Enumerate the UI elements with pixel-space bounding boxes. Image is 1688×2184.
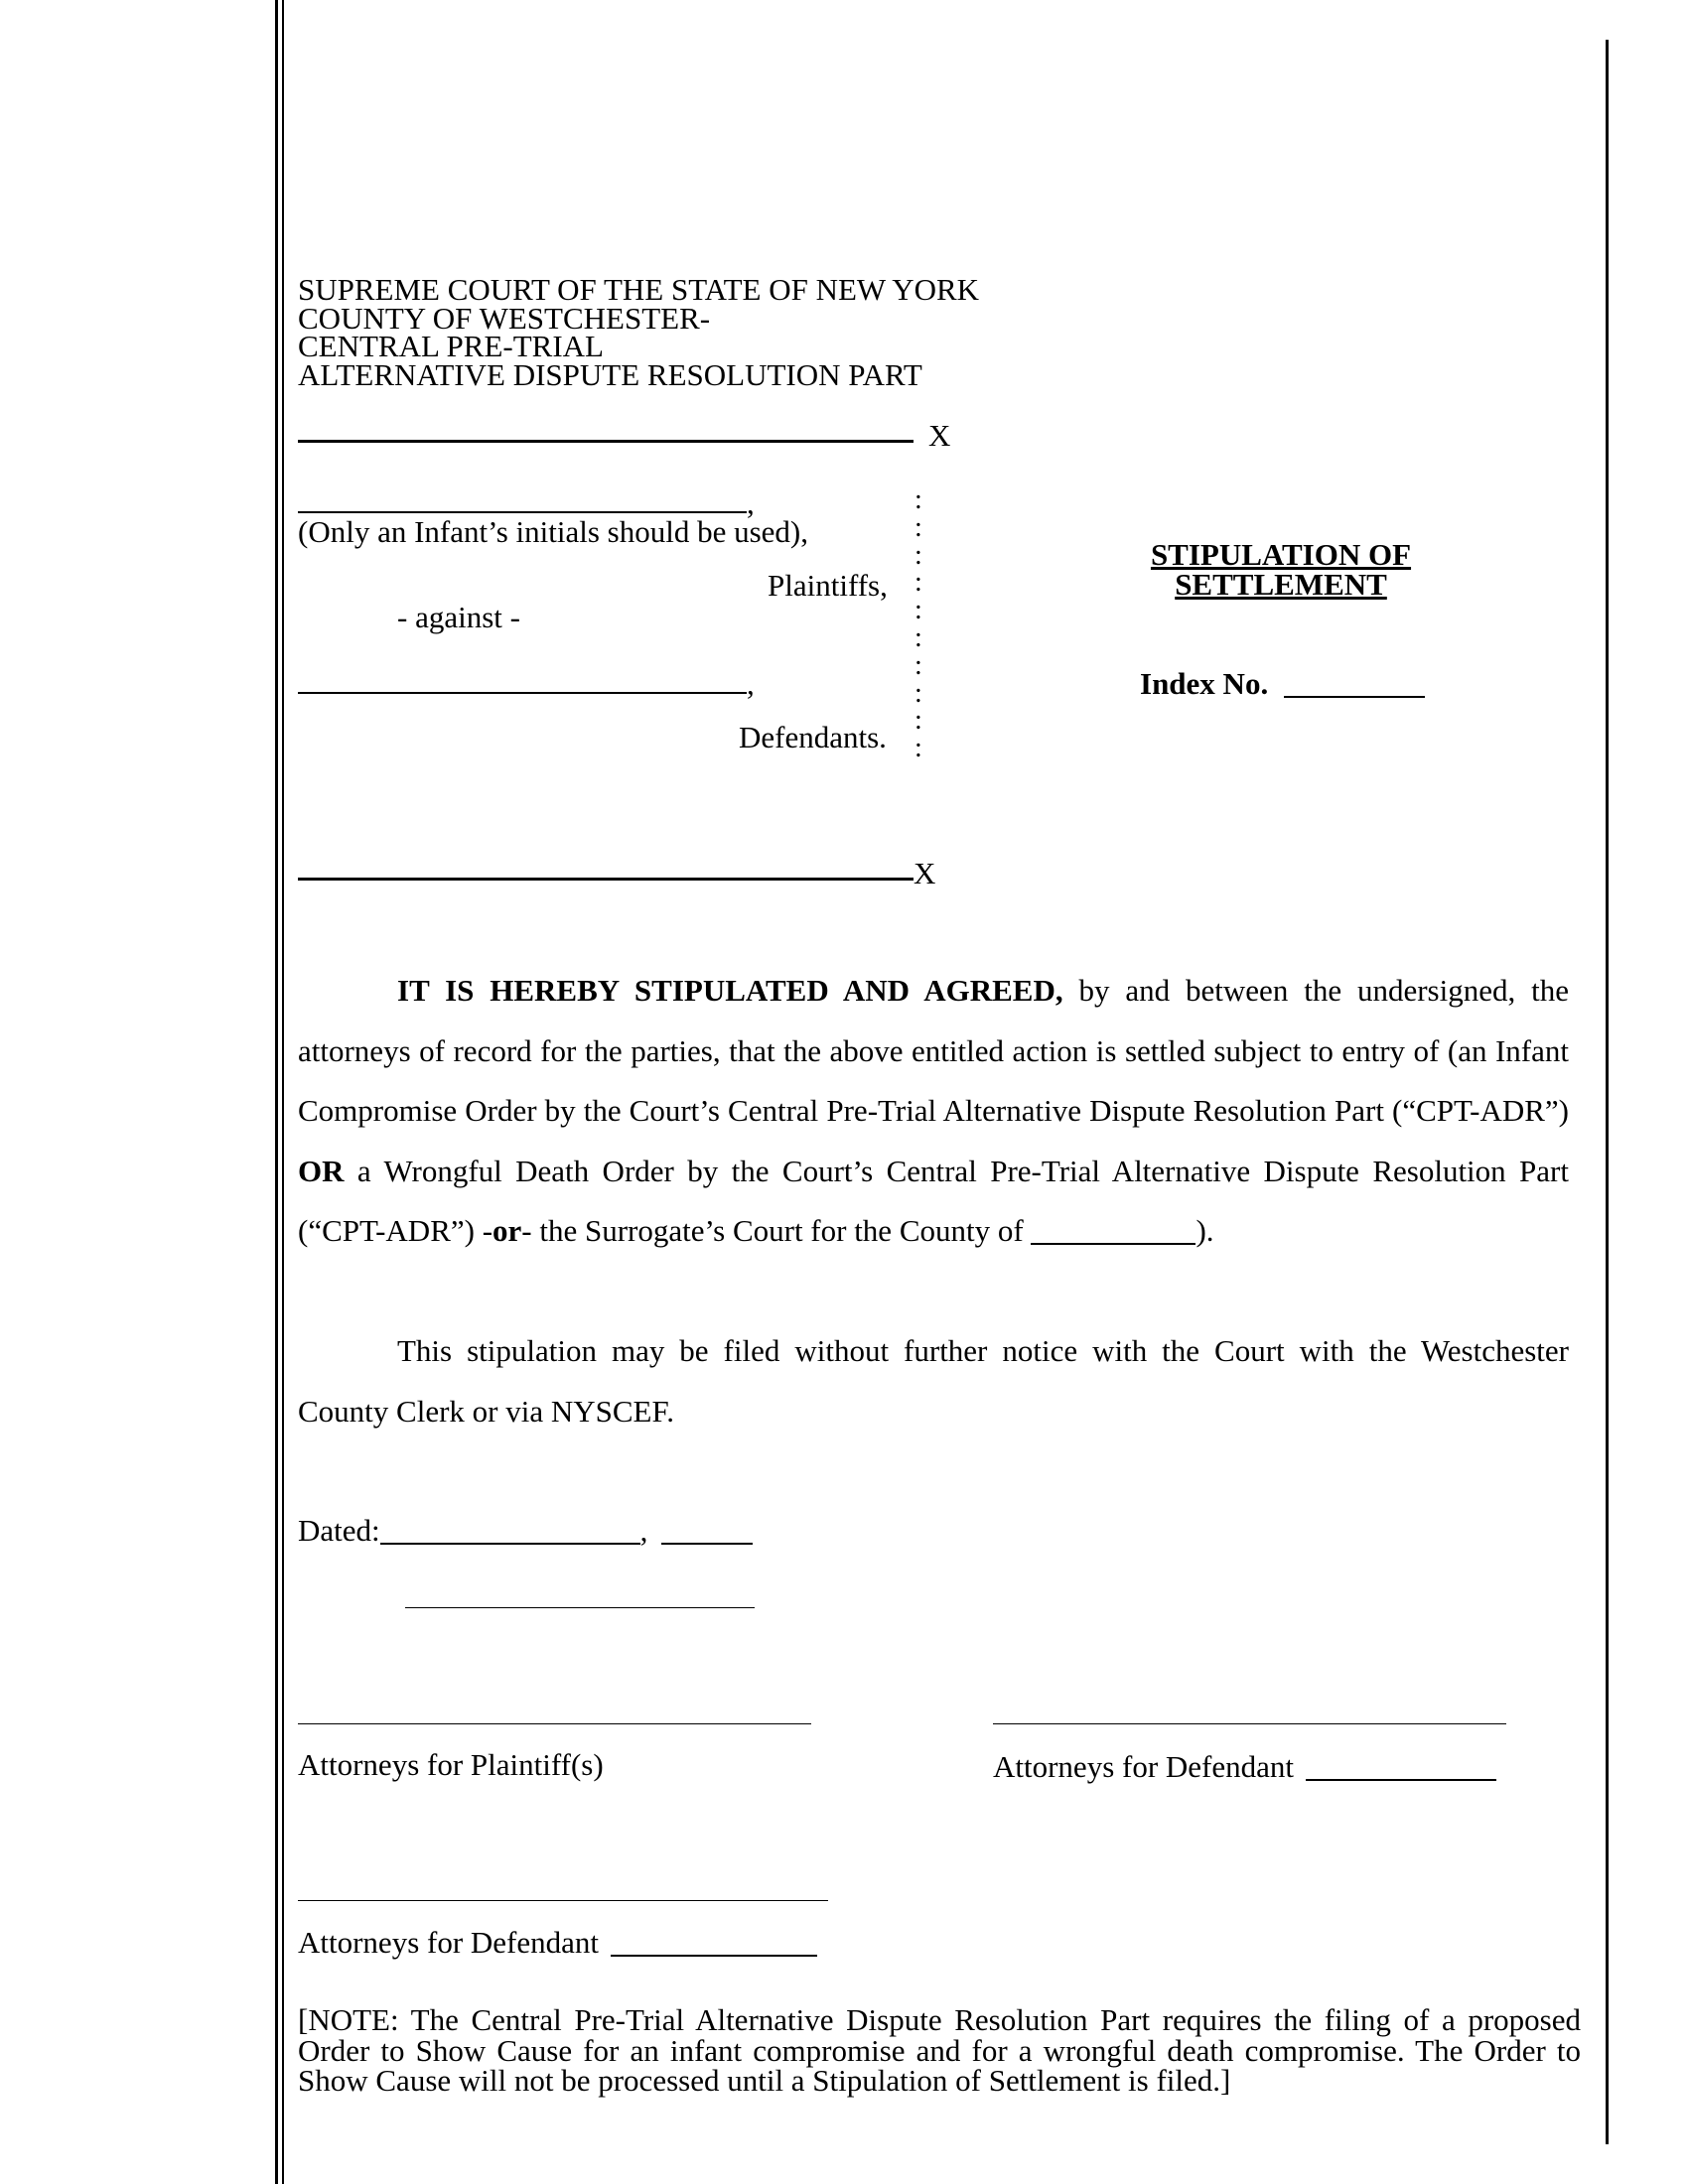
filing-text: This stipulation may be filed without further notice with the Court with the Westchester County Clerk or via NYSCEF. [298,1333,1569,1429]
document-title: STIPULATION OF SETTLEMENT [1150,537,1412,602]
defendant-name-blank [298,692,747,694]
dated-label: Dated: [298,1513,380,1548]
defendant-attorneys-label-1 [993,1748,1496,1784]
index-number-blank [1284,665,1425,698]
court-header-line: COUNTY OF WESTCHESTER- [298,300,711,336]
defendant-signature-line-2 [298,1900,828,1901]
plaintiff-comma: , [747,485,755,520]
defendants-label: Defendants. [739,720,887,754]
dated-date-blank [380,1512,640,1545]
left-margin-rule-outer [275,0,278,2184]
court-header-line: SUPREME COURT OF THE STATE OF NEW YORK [298,272,980,307]
filing-note: [NOTE: The Central Pre-Trial Alternative Dispute Resolution Part requires the filing of a proposed Order to Show Cause for an infant compromise and for a wrongful death compromise. The Order to Show Cause will not be processed until a Stipulation of Settlement is filed.] [298,2002,1581,2098]
defendant-attorneys-text-1: Attorneys for Defendant [993,1749,1295,1784]
defendant-attorneys-text-2: Attorneys for Defendant [298,1925,600,1960]
caption-dotted-divider: : : : : : : : : : : [914,484,922,764]
caption-top-rule [298,440,914,443]
infant-initials-note: (Only an Infant’s initials should be used), [298,514,808,549]
index-label-text: Index No. [1140,666,1269,701]
defendant-comma: , [747,666,755,701]
dated-line [298,1512,753,1548]
county-blank [1031,1212,1196,1245]
caption-bottom-x: X [914,856,936,890]
index-number-label [1140,665,1425,701]
filing-paragraph [298,1321,1569,1441]
court-header [298,272,980,392]
dated-comma: , [639,1513,648,1548]
defendant-attorneys-label-2 [298,1924,817,1960]
dated-sub-blank [405,1607,755,1608]
stipulation-lead: IT IS HEREBY STIPULATED AND AGREED, [397,973,1063,1008]
or-bold-2: or [492,1213,522,1248]
against-label: - against - [397,600,520,634]
plaintiff-name-blank [298,511,747,513]
defendant-name-blank-2 [611,1924,817,1957]
plaintiff-attorneys-label: Attorneys for Plaintiff(s) [298,1747,604,1782]
left-margin-rule-inner [282,0,284,2184]
court-header-line: CENTRAL PRE-TRIAL [298,329,604,363]
stipulation-paragraph [298,961,1569,1262]
defendant-signature-line-1 [993,1723,1506,1724]
stipulation-close: ). [1196,1213,1214,1248]
right-margin-rule [1606,40,1609,2144]
caption-top-x: X [928,418,951,453]
plaintiff-signature-line [298,1723,811,1724]
caption-bottom-rule [298,878,914,881]
or-bold: OR [298,1153,345,1188]
stipulation-text-a: by and between the undersigned, the attorneys of record for the parties, that the above entitled action is settled subject to entry of (an Infant Compromise Order by the Court’s Central Pre-Trial Alternative Dispute Resolution Part (“CPT-ADR”) [298,973,1569,1128]
plaintiffs-label: Plaintiffs, [768,568,888,603]
court-header-line: ALTERNATIVE DISPUTE RESOLUTION PART [298,356,922,392]
stipulation-text-c: - the Surrogate’s Court for the County of [521,1213,1032,1248]
stipulation-text-b: a Wrongful Death Order by the Court’s Central Pre-Trial Alternative Dispute Resolution Part (“CPT-ADR”) - [298,1153,1569,1248]
defendant-name-blank-1 [1306,1748,1496,1781]
dated-year-blank [661,1512,753,1545]
